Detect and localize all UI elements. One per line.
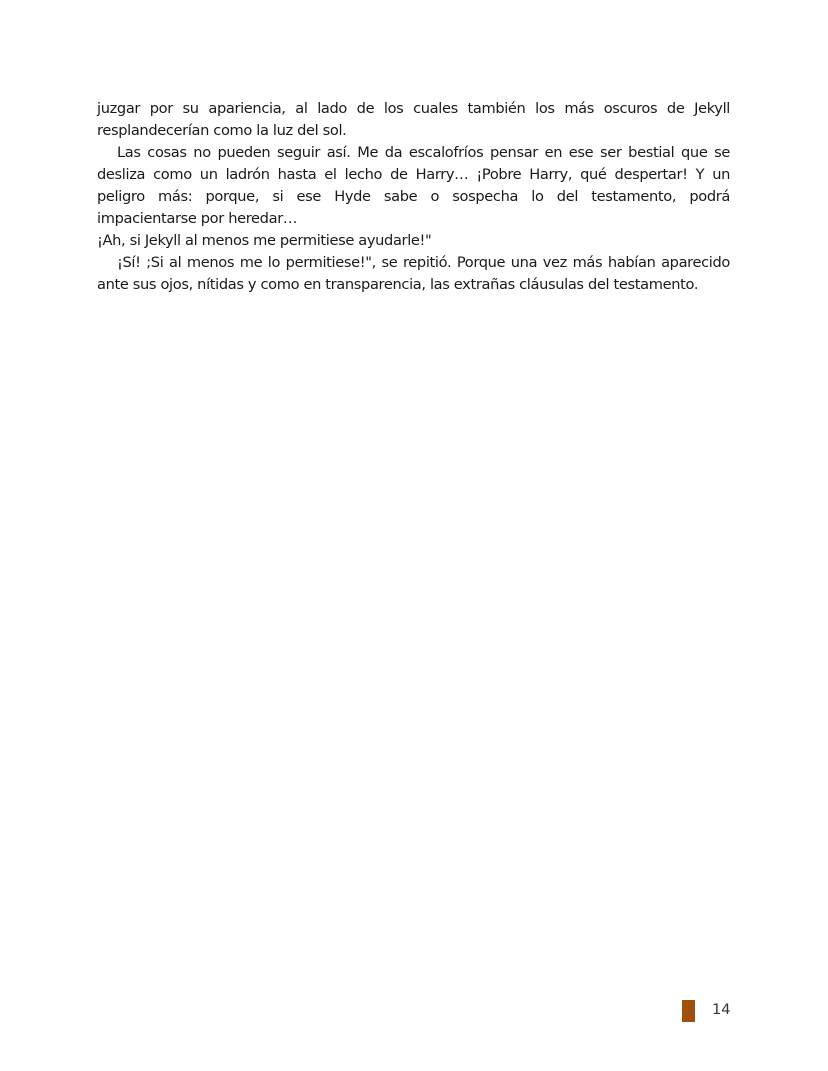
text-line: Las cosas no pueden seguir así. Me da escalofríos pensar en ese ser bestial que se	[117, 144, 730, 161]
text-line: peligro más: porque, si ese Hyde sabe o sospecha lo del testamento, podrá	[97, 188, 730, 205]
text-line: ¡Ah, si Jekyll al menos me permitiese ayudarle!"	[97, 232, 432, 249]
body-text	[97, 98, 730, 296]
text-line: ante sus ojos, nítidas y como en transparencia, las extrañas cláusulas del testamento.	[97, 276, 699, 293]
text-line: desliza como un ladrón hasta el lecho de Harry… ¡Pobre Harry, qué despertar! Y un	[97, 166, 730, 183]
text-line: juzgar por su apariencia, al lado de los cuales también los más oscuros de Jekyll	[97, 100, 730, 117]
text-line: ¡Sí! ;Si al menos me lo permitiese!", se repitió. Porque una vez más habían aparecido	[117, 254, 730, 271]
page-number: 14	[712, 1002, 731, 1018]
text-line: resplandecerían como la luz del sol.	[97, 122, 347, 139]
text-line: impacientarse por heredar…	[97, 210, 298, 227]
page-marker	[682, 1000, 695, 1022]
